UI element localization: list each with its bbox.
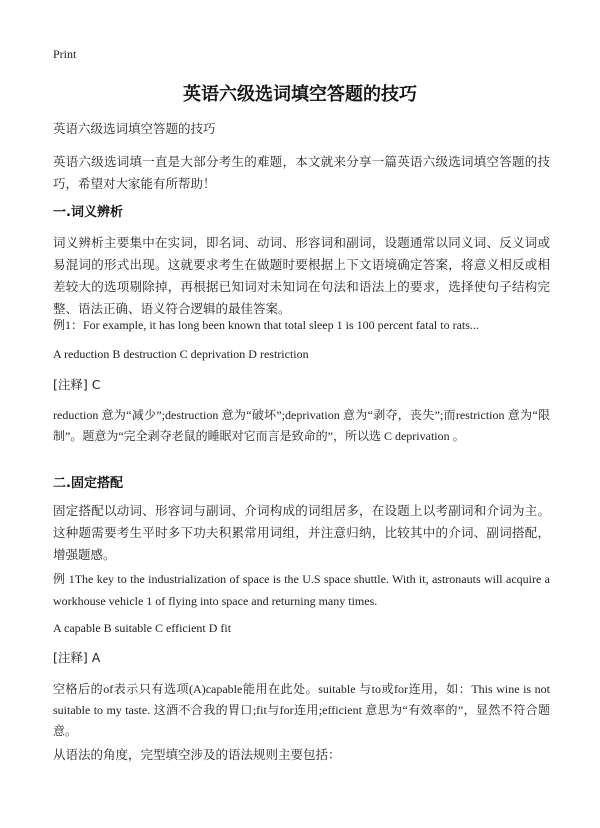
section2-heading: 二.固定搭配: [53, 476, 123, 491]
section1-options: A reduction B destruction C deprivation D restriction: [53, 347, 309, 361]
section1-explanation: reduction 意为“减少”;destruction 意为“破坏”;deprivation 意为“剥夺，丧失”;而restriction 意为“限制”。题意为“完全剥夺老鼠的睡眠对它而言是致命的”，所以选 C deprivation 。: [53, 408, 550, 443]
section1-heading: 一.词义辨析: [53, 205, 123, 220]
section1-paragraph: 词义辨析主要集中在实词，即名词、动词、形容词和副词，设题通常以同义词、反义词或易混词的形式出现。这就要求考生在做题时要根据上下文语境确定答案，将意义相反或相差较大的选项剔除掉，再根据已知词对未知词在句法和语法上的要求，选择使句子结构完整、语法正确、语义符合逻辑的最佳答案。: [53, 235, 550, 316]
section1-note: [注释] C: [53, 377, 101, 392]
section2-explanation: 空格后的of表示只有选项(A)capable能用在此处。suitable 与to或for连用，如：This wine is not suitable to my taste. 这酒不合我的胃口;fit与for连用;efficient 意思为“有效率的”，显然不符合题意。: [53, 682, 550, 738]
intro-paragraph: 英语六级选词填一直是大部分考生的难题，本文就来分享一篇英语六级选词填空答题的技巧，希望对大家能有所帮助！: [53, 154, 550, 191]
section2-paragraph: 固定搭配以动词、形容词与副词、介词构成的词组居多，在设题上以考副词和介词为主。这种题需要考生平时多下功夫积累常用词组，并注意归纳，比较其中的介词、副词搭配，增强题感。: [53, 503, 550, 562]
section2-example: 例 1The key to the industrialization of space is the U.S space shuttle. With it, astronauts will acquire a workhouse vehicle 1 of flying into space and returning many times.: [53, 572, 550, 608]
document-subtitle: 英语六级选词填空答题的技巧: [53, 121, 216, 136]
closing-paragraph: 从语法的角度，完型填空涉及的语法规则主要包括：: [53, 747, 341, 762]
section1-example: 例1：For example, it has long been known that total sleep 1 is 100 percent fatal to rats...: [53, 318, 479, 332]
section2-options: A capable B suitable C efficient D fit: [53, 621, 232, 635]
print-label[interactable]: Print: [53, 47, 77, 61]
page-title: 英语六级选词填空答题的技巧: [183, 84, 417, 105]
section2-note: [注释] A: [53, 650, 101, 665]
